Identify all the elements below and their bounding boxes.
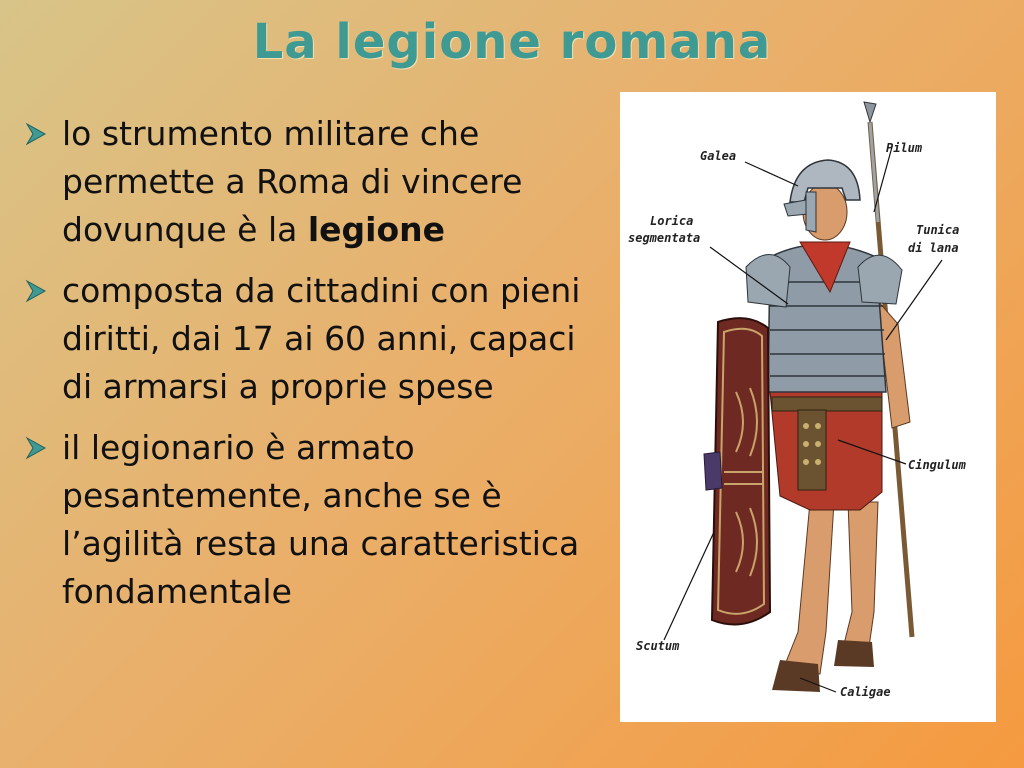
label-lorica-line1: Lorica [650,214,694,228]
legs [772,502,878,692]
label-lorica-line2: segmentata [628,231,701,245]
label-pilum: Pilum [886,141,923,155]
label-tunica-line1: Tunica [916,223,960,237]
chevron-arrow-icon [24,435,50,461]
leader-galea [745,162,798,186]
bullet-item [24,110,614,254]
bullet-item [24,267,614,411]
bullet-text: il legionario è armato pesantemente, anche se è l’agilità resta una caratteristica fondamentale [62,428,580,611]
scutum-shield [704,318,770,624]
legionary-figure [620,92,996,722]
bullet-item [24,424,614,616]
bullet-list [24,110,614,629]
bullet-text: lo strumento militare che permette a Roma di vincere dovunque è la [62,114,523,249]
label-scutum: Scutum [636,639,680,653]
bullet-text: composta da cittadini con pieni diritti, dai 17 ai 60 anni, capaci di armarsi a proprie spese [62,271,581,406]
chevron-arrow-icon [24,278,50,304]
label-caligae: Caligae [840,685,891,699]
slide-title: La legione romana [252,14,772,70]
legionary-illustration [620,92,996,722]
label-cingulum: Cingulum [908,458,966,472]
lorica-segmentata [746,242,902,392]
label-tunica-line2: di lana [908,241,959,255]
label-galea: Galea [700,149,737,163]
bullet-bold-text: legione [307,210,446,249]
head [784,160,860,240]
caligae-sandals [772,660,820,692]
chevron-arrow-icon [24,121,50,147]
leader-scutum [664,532,714,640]
